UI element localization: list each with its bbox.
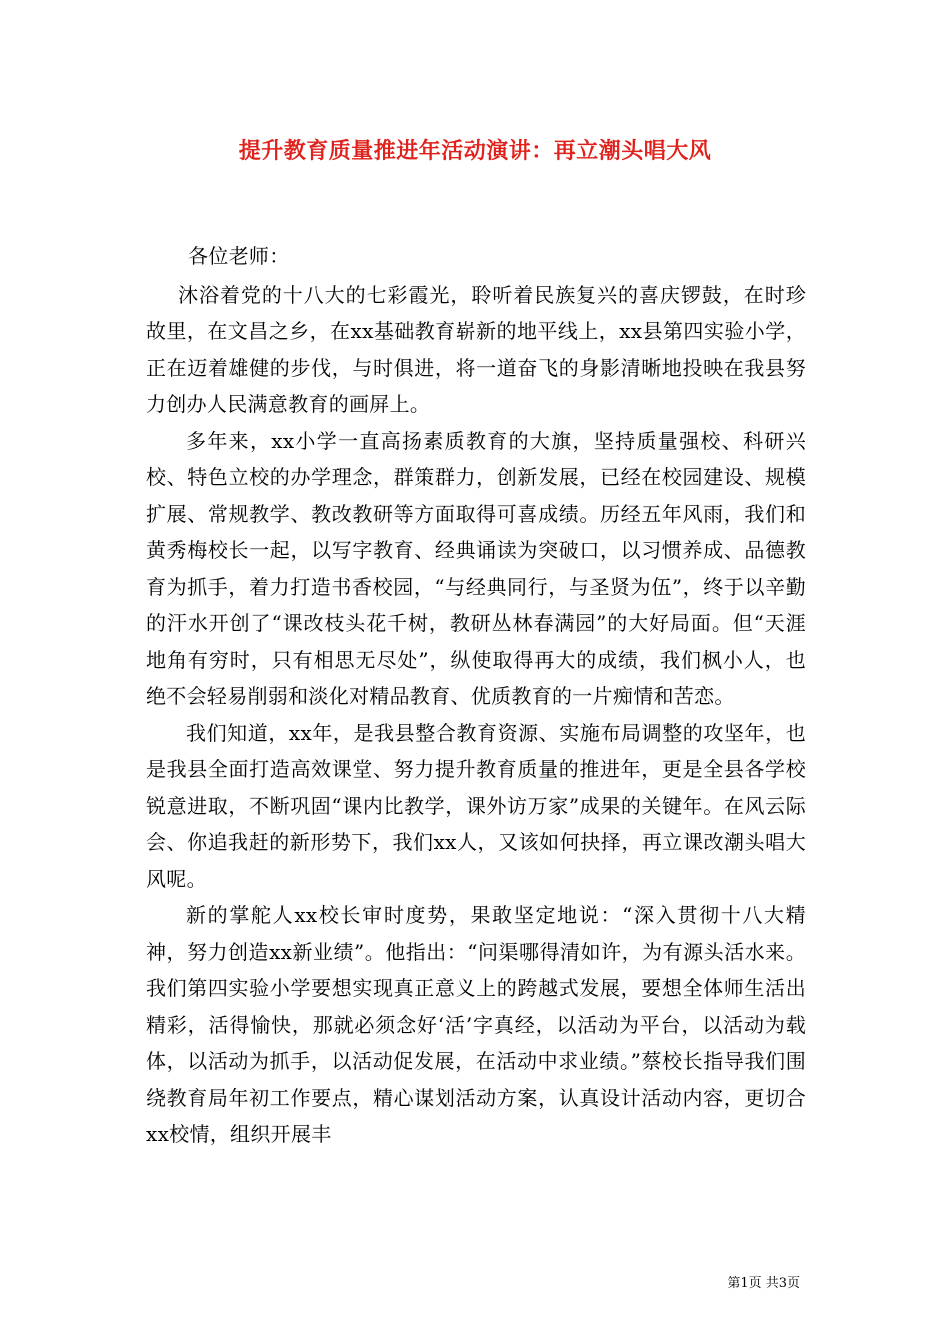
page-number-footer: 第1页 共3页: [727, 1276, 800, 1291]
paragraph-2: 多年来，xx小学一直高扬素质教育的大旗，坚持质量强校、科研兴校、特色立校的办学理念，群策群力，创新发展，已经在校园建设、规模扩展、常规教学、教改教研等方面取得可喜成绩。历经五年风雨，我们和黄秀梅校长一起，以写字教育、经典诵读为突破口，以习惯养成、品德教育为抓手，着力打造书香校园，“与经典同行，与圣贤为伍”，终于以辛勤的汗水开创了“课改枝头花千树，教研丛林春满园”的大好局面。但“天涯地角有穷时，只有相思无尽处”，纵使取得再大的成绩，我们枫小人，也绝不会轻易削弱和淡化对精品教育、优质教育的一片痴情和苦恋。: [146, 428, 806, 708]
paragraph-1: 沐浴着党的十八大的七彩霞光，聆听着民族复兴的喜庆锣鼓，在时珍故里，在文昌之乡，在xx基础教育崭新的地平线上，xx县第四实验小学，正在迈着雄健的步伐，与时俱进，将一道奋飞的身影清晰地投映在我县努力创办人民满意教育的画屏上。: [146, 282, 806, 416]
document-title: 提升教育质量推进年活动演讲：再立潮头唱大风: [238, 138, 712, 164]
salutation: 各位老师：: [188, 244, 290, 268]
paragraph-4: 新的掌舵人xx校长审时度势，果敢坚定地说：“深入贯彻十八大精神，努力创造xx新业绩”。他指出：“问渠哪得清如许，为有源头活水来。我们第四实验小学要想实现真正意义上的跨越式发展，要想全体师生活出精彩，活得愉快，那就必须念好‘活’字真经，以活动为平台，以活动为载体，以活动为抓手，以活动促发展，在活动中求业绩。”蔡校长指导我们围绕教育局年初工作要点，精心谋划活动方案，认真设计活动内容，更切合xx校情，组织开展丰: [146, 903, 806, 1146]
paragraph-3: 我们知道，xx年，是我县整合教育资源、实施布局调整的攻坚年，也是我县全面打造高效课堂、努力提升教育质量的推进年，更是全县各学校锐意进取，不断巩固“课内比教学，课外访万家”成果的关键年。在风云际会、你追我赶的新形势下，我们xx人，又该如何抉择，再立课改潮头唱大风呢。: [146, 720, 806, 891]
document-body: [146, 238, 806, 1153]
